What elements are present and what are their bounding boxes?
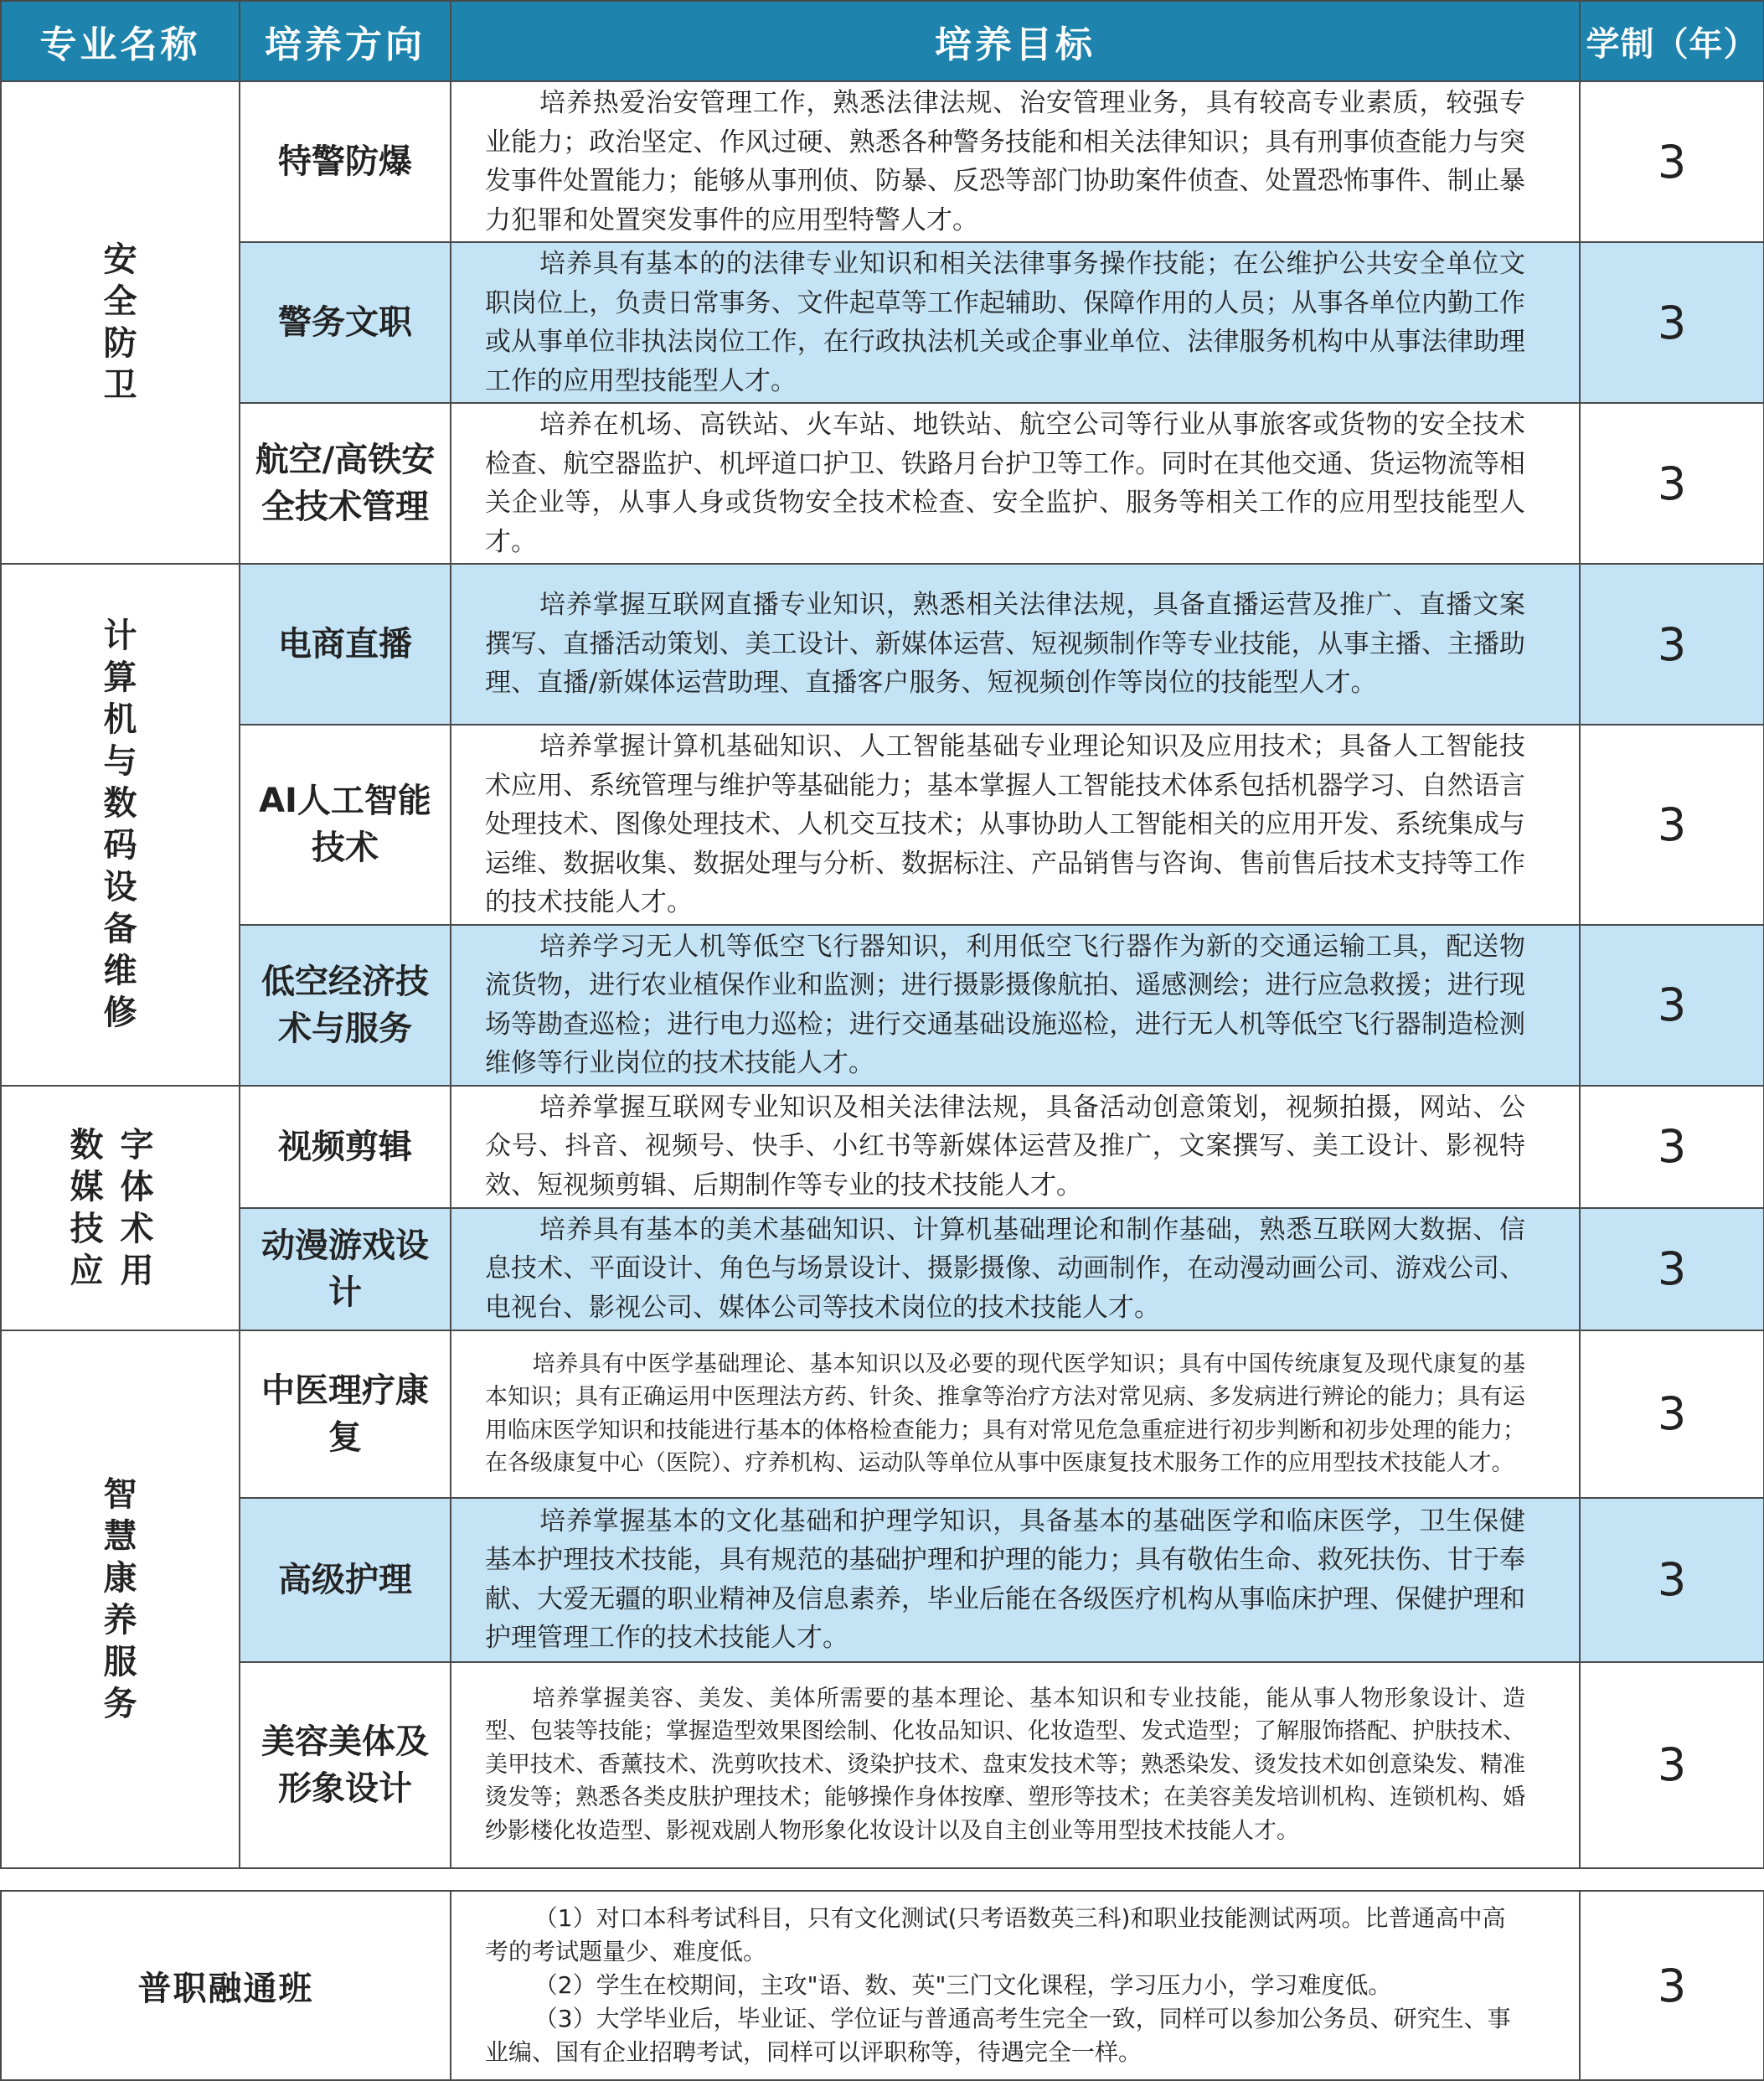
direction-name: 电商直播 — [240, 564, 451, 725]
description-point: （2）学生在校期间，主攻"语、数、英"三门文化课程，学习压力小，学习难度低。 — [534, 1971, 1392, 1999]
table-row — [1, 1086, 1764, 1208]
major-name: 智慧康养服务 — [103, 1474, 137, 1723]
goal-text: 培养掌握互联网专业知识及相关法律法规，具备活动创意策划，视频拍摄，网站、公众号、抖音、视频号、快手、小红书等新媒体运营及推广，文案撰写、美工设计、影视特效、短视频剪辑、后期制作等专业的技术技能人才。 — [451, 1086, 1580, 1208]
goal-text: 培养具有基本的美术基础知识、计算机基础理论和制作基础，熟悉互联网大数据、信息技术、平面设计、角色与场景设计、摄影摄像、动画制作，在动漫动画公司、游戏公司、电视台、影视公司、媒体公司等技术岗位的技术技能人才。 — [451, 1208, 1580, 1330]
years-value: 3 — [1580, 1208, 1764, 1330]
years-value: 3 — [1580, 403, 1764, 564]
direction-name: 视频剪辑 — [240, 1086, 451, 1208]
table-row — [1, 725, 1764, 925]
major-name: 计算机与数码设备维修 — [103, 617, 137, 1033]
goal-text: 培养学习无人机等低空飞行器知识，利用低空飞行器作为新的交通运输工具，配送物流货物，进行农业植保作业和监测；进行摄影摄像航拍、遥感测绘；进行应急救援；进行现场等勘查巡检；进行电力巡检；进行交通基础设施巡检，进行无人机等低空飞行器制造检测维修等行业岗位的技术技能人才。 — [451, 925, 1580, 1086]
table-row — [1, 564, 1764, 725]
major-cell — [1, 81, 240, 564]
table-row — [1, 1891, 1764, 2080]
goal-text: 培养热爱治安管理工作，熟悉法律法规、治安管理业务，具有较高专业素质，较强专业能力；政治坚定、作风过硬、熟悉各种警务技能和相关法律知识；具有刑事侦查能力与突发事件处置能力；能够从事刑侦、防暴、反恐等部门协助案件侦查、处置恐怖事件、制止暴力犯罪和处置突发事件的应用型特警人才。 — [451, 81, 1580, 242]
combined-class-description — [451, 1891, 1580, 2080]
description-point: （3）大学毕业后，毕业证、学位证与普通高考生完全一致，同样可以参加公务员、研究生、事业编、国有企业招聘考试，同样可以评职称等，待遇完全一样。 — [485, 2005, 1511, 2066]
years-value: 3 — [1580, 564, 1764, 725]
years-value: 3 — [1580, 725, 1764, 925]
years-value: 3 — [1580, 1498, 1764, 1662]
table-row — [1, 925, 1764, 1086]
years-value: 3 — [1580, 1086, 1764, 1208]
direction-name: AI人工智能技术 — [240, 725, 451, 925]
major-name: 安全防卫 — [103, 240, 137, 405]
header-row — [1, 1, 1764, 81]
major-name: 数字媒体技术应用 — [70, 1125, 171, 1290]
table-row — [1, 242, 1764, 403]
goal-text: 培养掌握基本的文化基础和护理学知识，具备基本的基础医学和临床医学，卫生保健基本护理技术技能，具有规范的基础护理和护理的能力；具有敬佑生命、救死扶伤、甘于奉献、大爱无疆的职业精神及信息素养，毕业后能在各级医疗机构从事临床护理、保健护理和护理管理工作的技术技能人才。 — [451, 1498, 1580, 1662]
description-point: （1）对口本科考试科目，只有文化测试(只考语数英三科)和职业技能测试两项。比普通高中高考的考试题量少、难度低。 — [485, 1904, 1506, 1965]
major-cell — [1, 1330, 240, 1868]
years-value: 3 — [1580, 81, 1764, 242]
header-years: 学制（年） — [1580, 1, 1764, 81]
goal-text: 培养掌握互联网直播专业知识，熟悉相关法律法规，具备直播运营及推广、直播文案撰写、直播活动策划、美工设计、新媒体运营、短视频制作等专业技能，从事主播、主播助理、直播/新媒体运营助理、直播客户服务、短视频创作等岗位的技能型人才。 — [451, 564, 1580, 725]
direction-name: 高级护理 — [240, 1498, 451, 1662]
major-cell — [1, 564, 240, 1086]
header-major: 专业名称 — [1, 1, 240, 81]
direction-name: 动漫游戏设计 — [240, 1208, 451, 1330]
table-row — [1, 1208, 1764, 1330]
goal-text: 培养具有中医学基础理论、基本知识以及必要的现代医学知识；具有中国传统康复及现代康复的基本知识；具有正确运用中医理法方药、针灸、推拿等治疗方法对常见病、多发病进行辨论的能力；具有运用临床医学知识和技能进行基本的体格检查能力；具有对常见危急重症进行初步判断和初步处理的能力；在各级康复中心（医院）、疗养机构、运动队等单位从事中医康复技术服务工作的应用型技术技能人才。 — [451, 1330, 1580, 1498]
direction-name: 中医理疗康复 — [240, 1330, 451, 1498]
table-row — [1, 403, 1764, 564]
table-row — [1, 1662, 1764, 1868]
goal-text: 培养在机场、高铁站、火车站、地铁站、航空公司等行业从事旅客或货物的安全技术检查、航空器监护、机坪道口护卫、铁路月台护卫等工作。同时在其他交通、货运物流等相关企业等，从事人身或货物安全技术检查、安全监护、服务等相关工作的应用型技能型人才。 — [451, 403, 1580, 564]
direction-name: 警务文职 — [240, 242, 451, 403]
header-direction: 培养方向 — [240, 1, 451, 81]
years-value: 3 — [1580, 242, 1764, 403]
header-goal: 培养目标 — [451, 1, 1580, 81]
combined-class-table — [0, 1890, 1764, 2081]
years-value: 3 — [1580, 925, 1764, 1086]
direction-name: 低空经济技术与服务 — [240, 925, 451, 1086]
direction-name: 美容美体及形象设计 — [240, 1662, 451, 1868]
years-value: 3 — [1580, 1891, 1764, 2080]
major-cell — [1, 1086, 240, 1330]
years-value: 3 — [1580, 1330, 1764, 1498]
goal-text: 培养掌握美容、美发、美体所需要的基本理论、基本知识和专业技能，能从事人物形象设计、造型、包装等技能；掌握造型效果图绘制、化妆品知识、化妆造型、发式造型；了解服饰搭配、护肤技术、美甲技术、香薰技术、洗剪吹技术、烫染护技术、盘束发技术等；熟悉染发、烫发技术如创意染发、精准烫发等；熟悉各类皮肤护理技术；能够操作身体按摩、塑形等技术；在美容美发培训机构、连锁机构、婚纱影楼化妆造型、影视戏剧人物形象化妆设计以及自主创业等用型技术技能人才。 — [451, 1662, 1580, 1868]
table-row — [1, 1498, 1764, 1662]
goal-text: 培养具有基本的的法律专业知识和相关法律事务操作技能；在公维护公共安全单位文职岗位上，负责日常事务、文件起草等工作起辅助、保障作用的人员；从事各单位内勤工作或从事单位非执法岗位工作，在行政执法机关或企事业单位、法律服务机构中从事法律助理工作的应用型技能型人才。 — [451, 242, 1580, 403]
combined-class-name: 普职融通班 — [1, 1891, 451, 2080]
table-row — [1, 81, 1764, 242]
years-value: 3 — [1580, 1662, 1764, 1868]
goal-text: 培养掌握计算机基础知识、人工智能基础专业理论知识及应用技术；具备人工智能技术应用、系统管理与维护等基础能力；基本掌握人工智能技术体系包括机器学习、自然语言处理技术、图像处理技术、人机交互技术；从事协助人工智能相关的应用开发、系统集成与运维、数据收集、数据处理与分析、数据标注、产品销售与咨询、售前售后技术支持等工作的技术技能人才。 — [451, 725, 1580, 925]
direction-name: 特警防爆 — [240, 81, 451, 242]
table-row — [1, 1330, 1764, 1498]
direction-name: 航空/高铁安全技术管理 — [240, 403, 451, 564]
